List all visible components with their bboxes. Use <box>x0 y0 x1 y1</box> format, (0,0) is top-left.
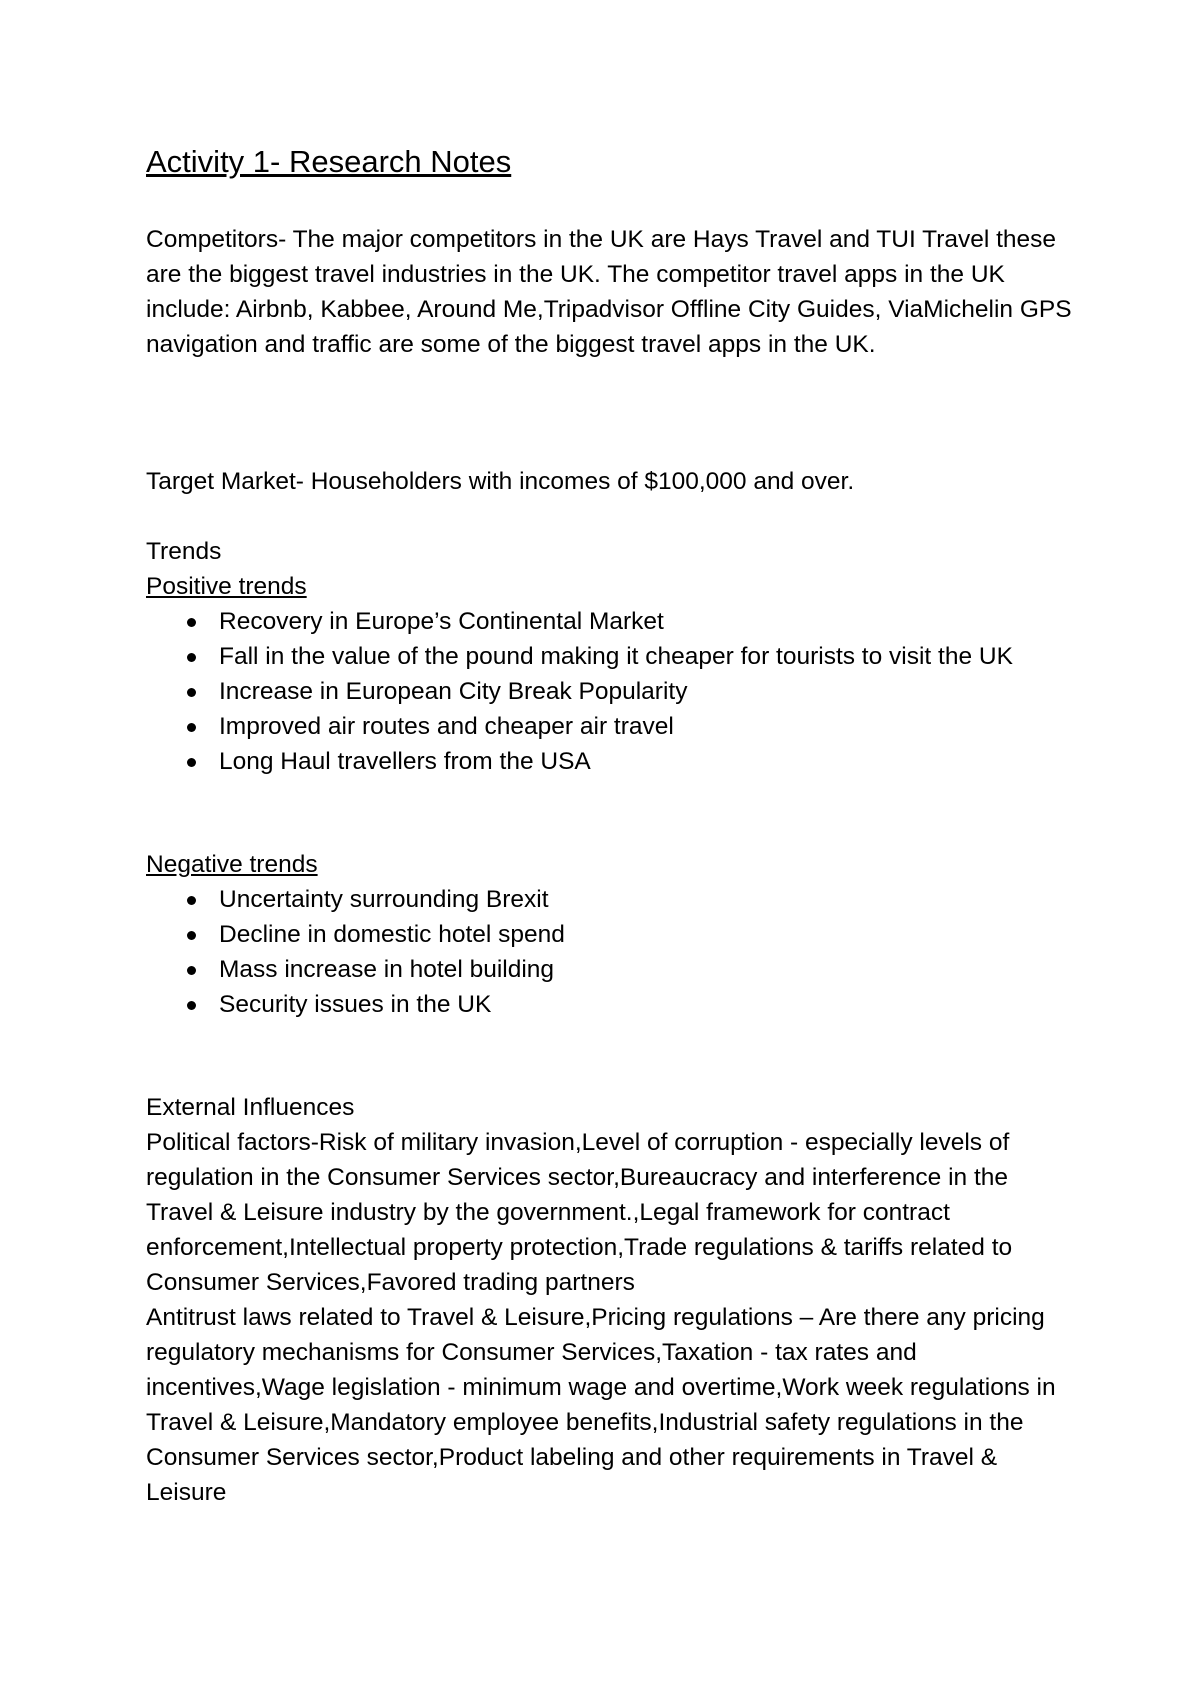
competitors-paragraph: Competitors- The major competitors in the UK are Hays Travel and TUI Travel these are the biggest travel industries in the UK. The competitor travel apps in the UK include: Airbnb, Kabbee, Around Me,Tripadvisor Offline City Guides, ViaMichelin GPS navigation and traffic are some of the biggest travel apps in the UK. <box>146 226 1072 358</box>
political-factors-paragraph: Political factors-Risk of military invasion,Level of corruption - especially levels of regulation in the Consumer Services sector,Bureaucracy and interference in the Travel & Leisure industry by the government.,Legal framework for contract enforcement,Intellectual property protection,Trade regulations & tariffs related to Consumer Services,Favored trading partners <box>146 1129 1013 1296</box>
list-item: Security issues in the UK <box>146 987 1076 1022</box>
page-title: Activity 1- Research Notes <box>146 144 512 179</box>
legal-factors-paragraph: Antitrust laws related to Travel & Leisure,Pricing regulations – Are there any pricing regulatory mechanisms for Consumer Services,Taxation - tax rates and incentives,Wage legislation - minimum wage and overtime,Work week regulations in Travel & Leisure,Mandatory employee benefits,Industrial safety regulations in the Consumer Services sector,Product labeling and other requirements in Travel & Leisure <box>146 1304 1056 1506</box>
negative-trends-section <box>146 847 1076 1022</box>
list-item: Mass increase in hotel building <box>146 952 1076 987</box>
trends-heading: Trends <box>146 538 222 565</box>
negative-trends-list <box>146 882 1076 1022</box>
negative-trends-heading: Negative trends <box>146 851 318 878</box>
bullet-icon <box>187 966 196 975</box>
list-item: Improved air routes and cheaper air travel <box>146 709 1076 744</box>
bullet-icon <box>187 618 196 627</box>
list-item: Decline in domestic hotel spend <box>146 917 1076 952</box>
bullet-icon <box>187 688 196 697</box>
bullet-icon <box>187 931 196 940</box>
external-influences-heading: External Influences <box>146 1094 355 1121</box>
bullet-icon <box>187 653 196 662</box>
list-item: Recovery in Europe’s Continental Market <box>146 604 1076 639</box>
positive-trends-list <box>146 604 1076 779</box>
list-item: Uncertainty surrounding Brexit <box>146 882 1076 917</box>
bullet-icon <box>187 758 196 767</box>
trends-section <box>146 534 1076 779</box>
positive-trends-heading: Positive trends <box>146 573 307 600</box>
bullet-icon <box>187 1001 196 1010</box>
list-item: Increase in European City Break Popularity <box>146 674 1076 709</box>
bullet-icon <box>187 723 196 732</box>
list-item: Long Haul travellers from the USA <box>146 744 1076 779</box>
target-market-paragraph: Target Market- Householders with incomes of $100,000 and over. <box>146 468 855 495</box>
list-item: Fall in the value of the pound making it cheaper for tourists to visit the UK <box>146 639 1076 674</box>
bullet-icon <box>187 896 196 905</box>
external-influences-section <box>146 1090 1076 1510</box>
